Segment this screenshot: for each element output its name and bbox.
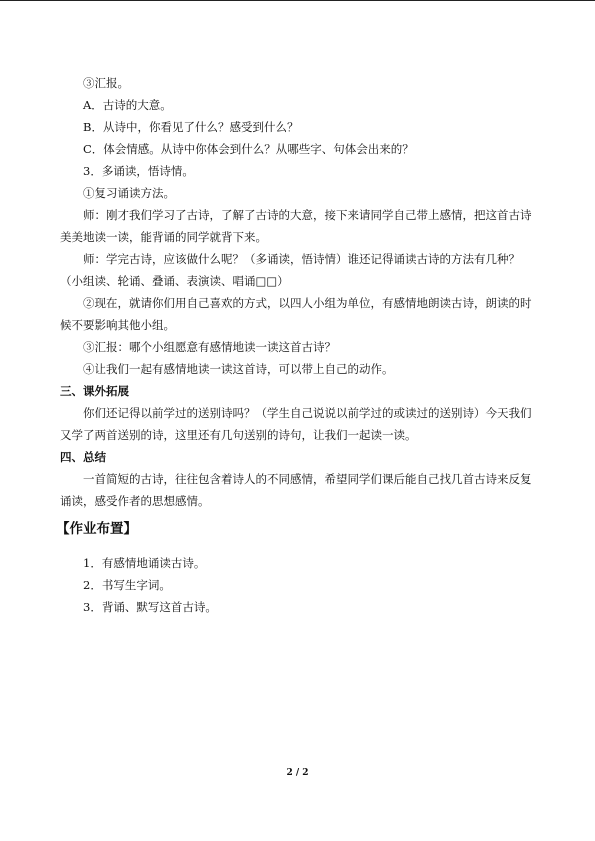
paragraph: 一首简短的古诗，往往包含着诗人的不同感情，希望同学们课后能自己找几首古诗来反复诵读，感受作者的思想感情。 — [60, 472, 532, 508]
paragraph: ③汇报：哪个小组愿意有感情地读一读这首古诗？ — [83, 340, 336, 354]
list-item: B．从诗中，你看见了什么？感受到什么？ — [83, 120, 299, 134]
homework-item: 3．背诵、默写这首古诗。 — [83, 600, 217, 614]
document-body — [56, 72, 538, 618]
section-heading: 四、总结 — [60, 450, 106, 464]
homework-heading: 【作业布置】 — [56, 521, 137, 537]
paragraph: ②现在，就请你们用自己喜欢的方式，以四人小组为单位，有感情地朗读古诗，朗读的时候不要影响其他小组。 — [60, 296, 532, 332]
paragraph: 师：学完古诗，应该做什么呢？（多诵读，悟诗情）谁还记得诵读古诗的方法有几种？（小组读、轮诵、叠诵、表演读、唱诵□□） — [60, 252, 520, 288]
step-heading: 3．多诵读，悟诗情。 — [83, 164, 194, 178]
list-item: ①复习诵读方法。 — [83, 186, 175, 200]
section-heading: 三、课外拓展 — [60, 384, 129, 398]
page-number: 2 / 2 — [286, 768, 309, 778]
list-item: A．古诗的大意。 — [83, 98, 172, 112]
report-step: ③汇报。 — [83, 76, 129, 90]
paragraph: ④让我们一起有感情地读一读这首诗，可以带上自己的动作。 — [83, 362, 394, 376]
header-rule — [0, 0, 595, 1]
list-item: C．体会情感。从诗中你体会到什么？从哪些字、句体会出来的？ — [83, 142, 414, 156]
homework-item: 2．书写生字词。 — [83, 578, 171, 592]
paragraph: 师：刚才我们学习了古诗，了解了古诗的大意，接下来请同学自己带上感情，把这首古诗美美地读一读，能背诵的同学就背下来。 — [60, 208, 532, 244]
paragraph: 你们还记得以前学过的送别诗吗？（学生自己说说以前学过的或读过的送别诗）今天我们又学了两首送别的诗，这里还有几句送别的诗句，让我们一起读一读。 — [60, 406, 532, 442]
homework-item: 1．有感情地诵读古诗。 — [83, 556, 206, 570]
